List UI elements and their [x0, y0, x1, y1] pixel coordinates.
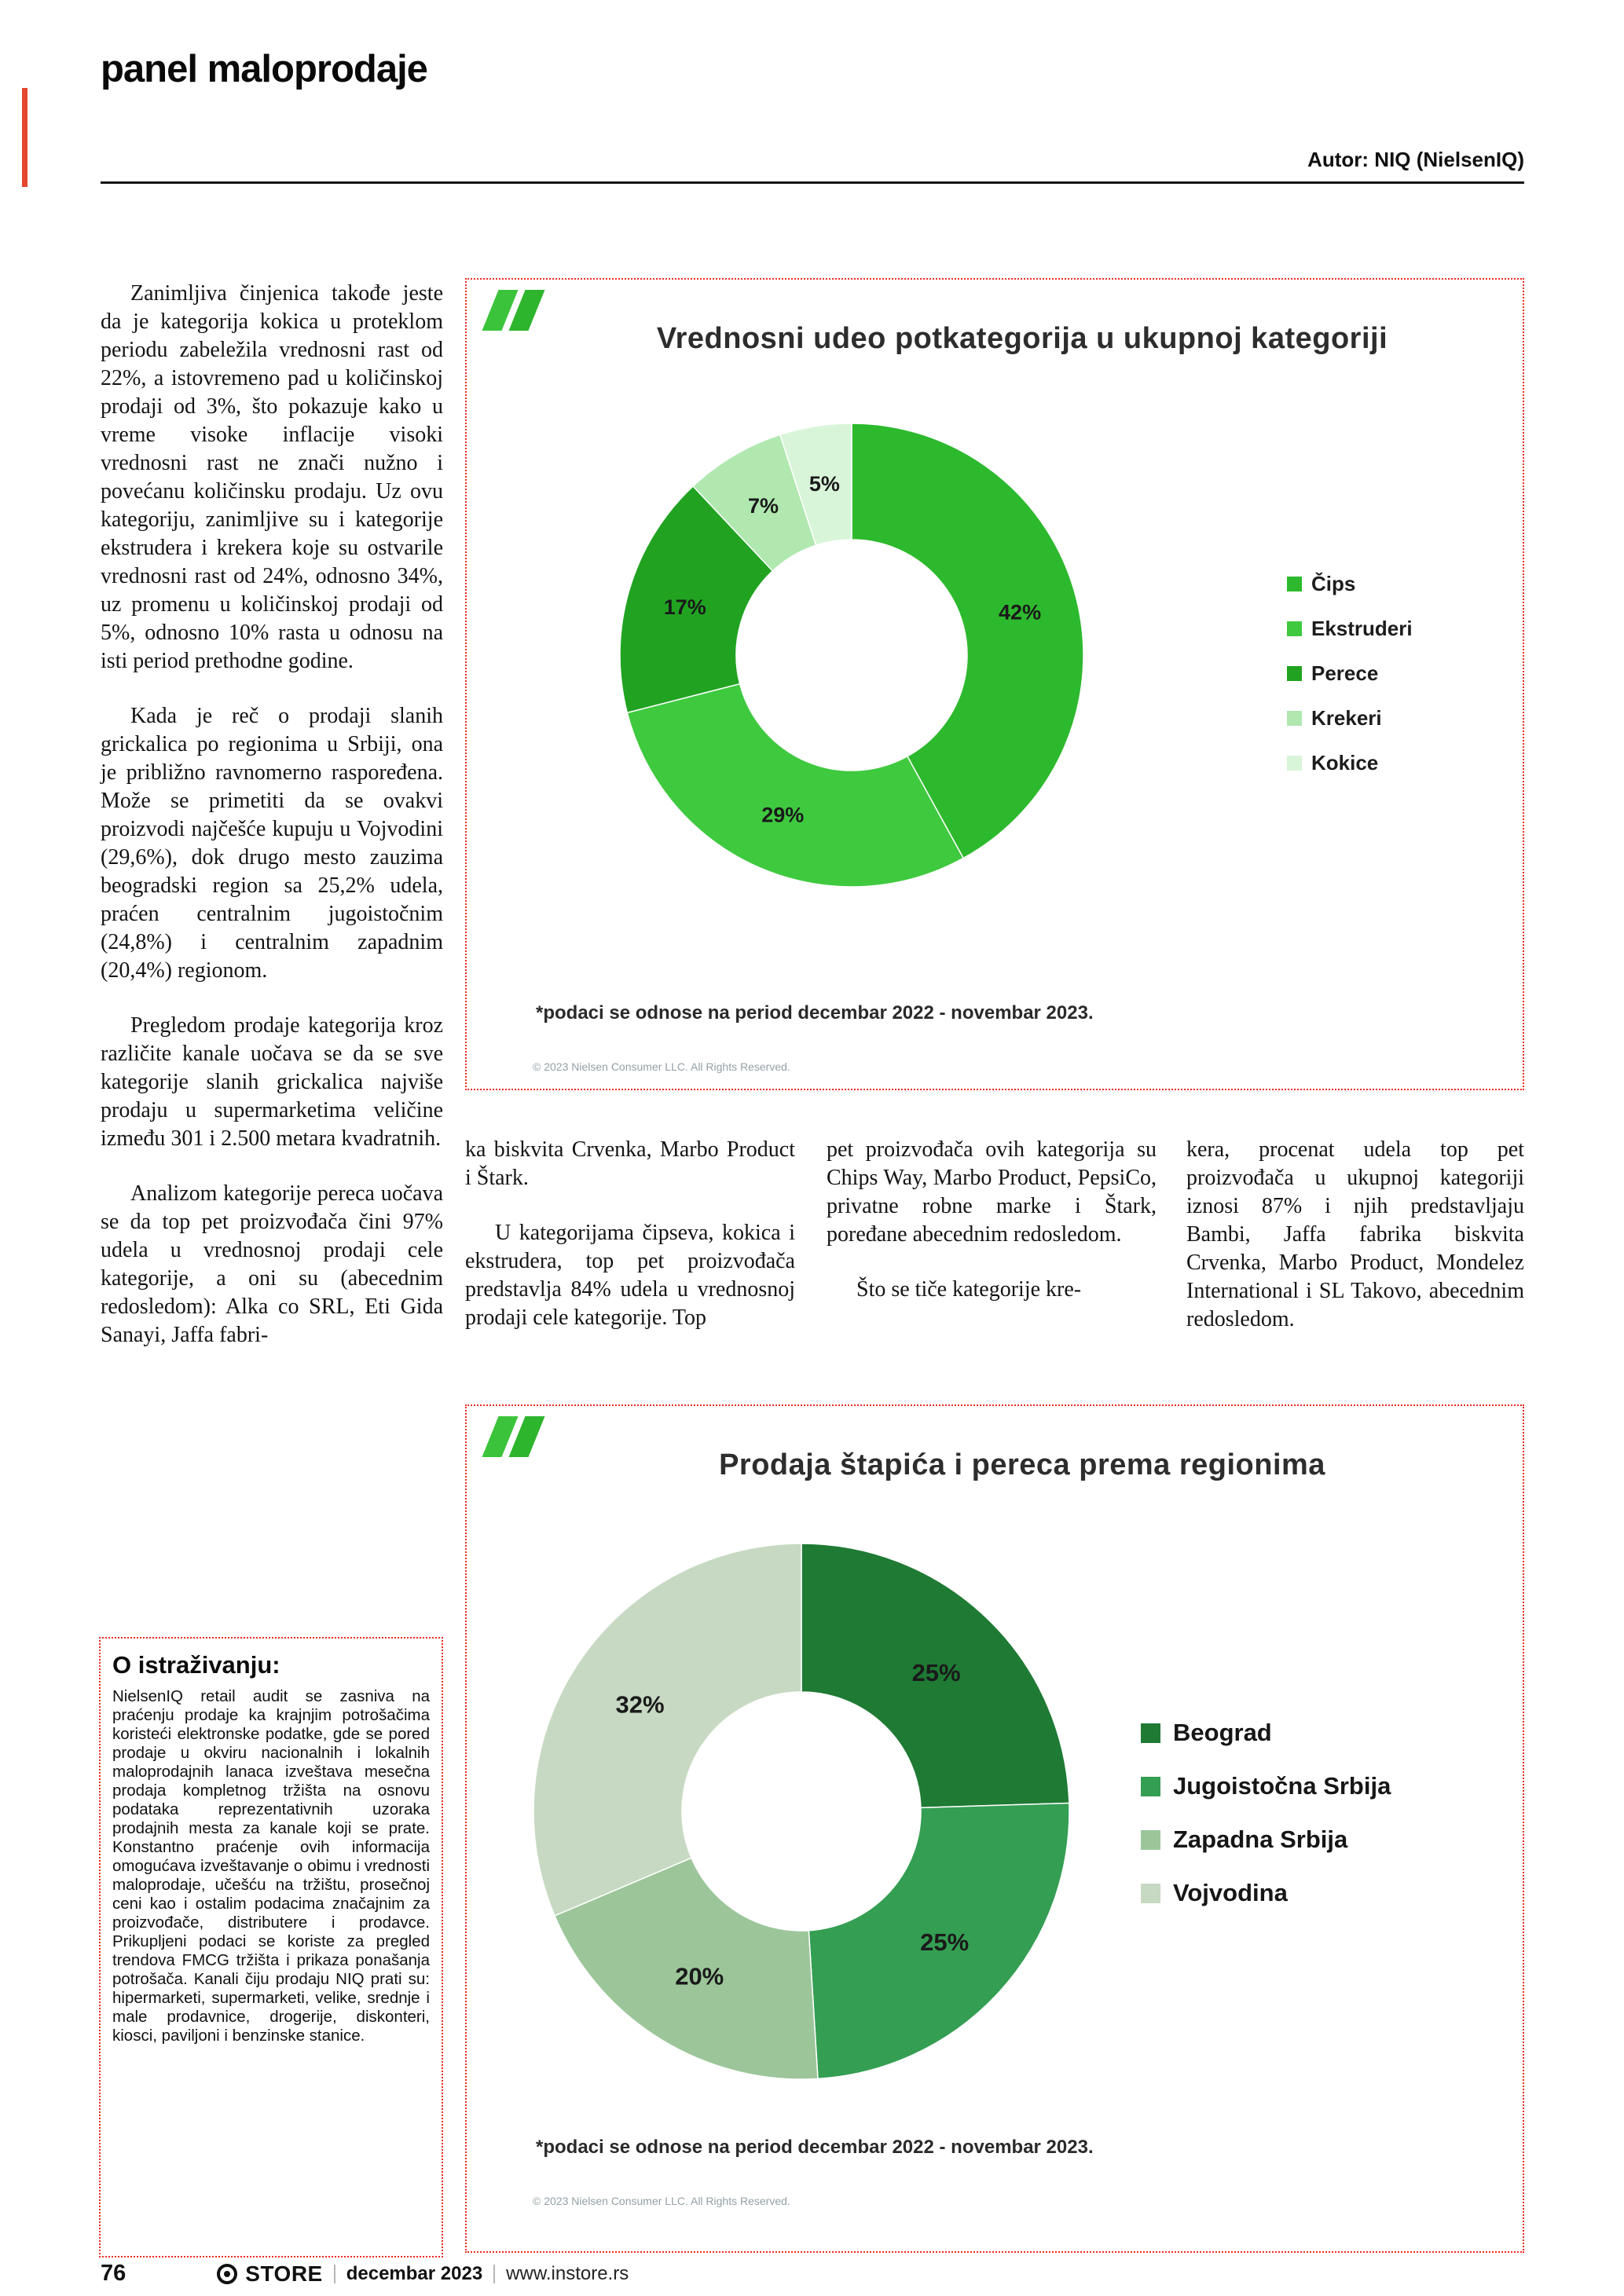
about-research-box: [99, 1637, 443, 2258]
page-number: 76: [101, 2261, 126, 2286]
slice-label: 17%: [663, 595, 706, 619]
article-column-3: [827, 1136, 1157, 1331]
legend-swatch: [1287, 756, 1302, 771]
slice-label: 5%: [808, 472, 840, 496]
legend-label: Beograd: [1173, 1719, 1272, 1746]
chart-1-copyright: © 2023 Nielsen Consumer LLC. All Rights Reserved.: [533, 1060, 790, 1073]
legend-item-3: [1287, 661, 1413, 686]
footer-issue: decembar 2023: [346, 2262, 483, 2284]
legend-swatch: [1287, 621, 1302, 636]
slice-label: 25%: [920, 1928, 970, 1956]
legend-label: Jugoistočna Srbija: [1173, 1772, 1391, 1800]
article-column-2: [465, 1136, 795, 1359]
chart-2-copyright: © 2023 Nielsen Consumer LLC. All Rights Reserved.: [533, 2195, 790, 2207]
legend-label: Čips: [1311, 572, 1356, 595]
body-paragraph: Kada je reč o prodaji slanih grickalica po regionima u Srbiji, ona je približno ravnomerno raspoređena. Može se primetiti da se ovakvi proizvodi najčešće kupuju u Vojvodini (29,6%), dok drugo mesto zauzima beogradski region sa 25,2% udela, praćen centralnim jugoistočnim (24,8%) i centralnim zapadnim (20,4%) regionom.: [101, 704, 443, 983]
page-title: panel maloprodaje: [101, 48, 427, 90]
footer-brand: STORE: [245, 2261, 323, 2286]
chart-1-title: Vrednosni udeo potkategorija u ukupnoj kategoriji: [656, 322, 1388, 355]
chart-1-legend: [1287, 572, 1413, 796]
body-paragraph: Zanimljiva činjenica takođe jeste da je kategorija kokica u proteklom periodu zabeležila vrednosni rast od 22%, a istovremeno pad u količinskoj prodaji od 3%, što pokazuje kako u vreme visoke inflacije visoki vrednosni rast ne znači nužno i povećanu količinsku prodaju. Uz ovu kategoriju, zanimljive su i kategorije ekstrudera i krekera koje su ostvarile vrednosni rast od 24%, odnosno 34%, uz promenu u količinskoj prodaji od 5%, odnosno 10% rasta u odnosu na isti period prethodne godine.: [101, 281, 443, 673]
legend-swatch: [1141, 1723, 1160, 1743]
body-paragraph: pet proizvođača ovih kategorija su Chips Way, Marbo Product, PepsiCo, privatne robne marke i Štark, poređane abecednim redosledom.: [827, 1137, 1157, 1247]
body-paragraph: Što se tiče kategorije kre-: [856, 1277, 1082, 1302]
legend-item-4: [1287, 706, 1413, 731]
page-edge-accent: [22, 88, 27, 187]
body-paragraph: kera, procenat udela top pet proizvođača u ukupnoj kategoriji iznosi 87% i njih predstavljaju Bambi, Jaffa fabrika biskvita Crvenka, Marbo Product, Mondelez International i SL Takovo, abecednim redosledom.: [1186, 1137, 1524, 1331]
legend-item-3: [1141, 1825, 1391, 1854]
legend-label: Kokice: [1311, 751, 1379, 774]
donut-slice-Ekstruderi: [627, 684, 963, 887]
slice-label: 25%: [911, 1658, 961, 1686]
chart-2-legend: [1141, 1719, 1391, 1932]
chart-panel-regions: [465, 1404, 1524, 2253]
legend-swatch: [1141, 1884, 1160, 1903]
footer-separator: [334, 2265, 335, 2283]
legend-item-4: [1141, 1879, 1391, 1907]
niq-logo-icon: [479, 1414, 548, 1459]
legend-item-1: [1141, 1719, 1391, 1747]
chart-panel-subcategories: [465, 278, 1524, 1090]
footer-separator: [493, 2265, 495, 2283]
donut-chart-subcategories: [537, 341, 1166, 969]
slice-label: 20%: [675, 1962, 724, 1990]
chart-1-footnote: *podaci se odnose na period decembar 2022 - novembar 2023.: [536, 1002, 1094, 1023]
body-paragraph: Analizom kategorije pereca uočava se da top pet proizvođača čini 97% udela u vrednosnoj prodaji cele kategorije, a oni su (abecednim redosledom): Alka co SRL, Eti Gida Sanayi, Jaffa fabri-: [101, 1181, 443, 1347]
body-paragraph: ka biskvita Crvenka, Marbo Product i Štark.: [465, 1137, 795, 1190]
legend-item-2: [1141, 1772, 1391, 1800]
legend-label: Ekstruderi: [1311, 617, 1413, 640]
legend-swatch: [1287, 666, 1302, 681]
body-paragraph: Pregledom prodaje kategorija kroz različite kanale uočava se da se sve kategorije slanih grickalica najviše prodaju u supermarketima veličine između 301 i 2.500 metara kvadratnih.: [101, 1013, 443, 1151]
article-left-column: [101, 280, 443, 1376]
legend-label: Perece: [1311, 661, 1379, 685]
donut-slice-Vojvodina: [533, 1543, 801, 1916]
legend-swatch: [1141, 1777, 1160, 1796]
slice-label: 29%: [761, 803, 805, 827]
article-column-4: [1186, 1136, 1524, 1360]
footer-website[interactable]: www.instore.rs: [506, 2262, 629, 2284]
donut-chart-regions: [487, 1497, 1116, 2126]
chart-2-title: Prodaja štapića i pereca prema regionima: [719, 1448, 1325, 1481]
legend-item-1: [1287, 572, 1413, 596]
header-rule: [101, 181, 1524, 184]
slice-label: 32%: [615, 1690, 665, 1719]
body-paragraph: U kategorijama čipseva, kokica i ekstrudera, top pet proizvođača predstavlja 84% udela u vrednosnoj prodaji cele kategorije. Top: [465, 1221, 795, 1330]
legend-item-2: [1287, 617, 1413, 641]
about-box-title: O istraživanju:: [112, 1651, 280, 1679]
slice-label: 7%: [747, 494, 779, 518]
legend-item-5: [1287, 751, 1413, 775]
legend-label: Krekeri: [1311, 706, 1382, 730]
legend-label: Zapadna Srbija: [1173, 1825, 1348, 1853]
chart-2-footnote: *podaci se odnose na period decembar 2022 - novembar 2023.: [536, 2137, 1094, 2158]
slice-label: 42%: [999, 600, 1042, 624]
legend-swatch: [1287, 577, 1302, 591]
store-logo-icon: [217, 2264, 237, 2284]
legend-swatch: [1287, 711, 1302, 726]
legend-label: Vojvodina: [1173, 1879, 1288, 1906]
niq-logo-icon: [479, 287, 548, 333]
legend-swatch: [1141, 1830, 1160, 1850]
about-box-body: NielsenIQ retail audit se zasniva na praćenju prodaje ka krajnjim potrošačima koristeći elektronske podatke, gde se pored prodaje u okviru nacionalnih i lokalnih maloprodajnih lanaca izveštava mesečna prodaja kompletnog tržišta na osnovu podataka reprezentativnih uzoraka prodajnih mesta za kanale koji se prate. Konstantno praćenje ovih informacija omogućava izveštavanje o obimu i vrednosti maloprodaje, učešću na tržištu, prosečnoj ceni kao i ostalim podacima značajnim za proizvođače, distributere i prodavce. Prikupljeni podaci se koriste za pregled trendova FMCG tržišta i prikaza ponašanja potrošača. Kanali čiju prodaju NIQ prati su: hipermarketi, supermarketi, velike, srednje i male prodavnice, drogerije, diskonteri, kiosci, paviljoni i benzinske stanice.: [112, 1687, 430, 2045]
author-credit: Autor: NIQ (NielsenIQ): [1307, 148, 1524, 171]
page-footer: [101, 2261, 629, 2287]
